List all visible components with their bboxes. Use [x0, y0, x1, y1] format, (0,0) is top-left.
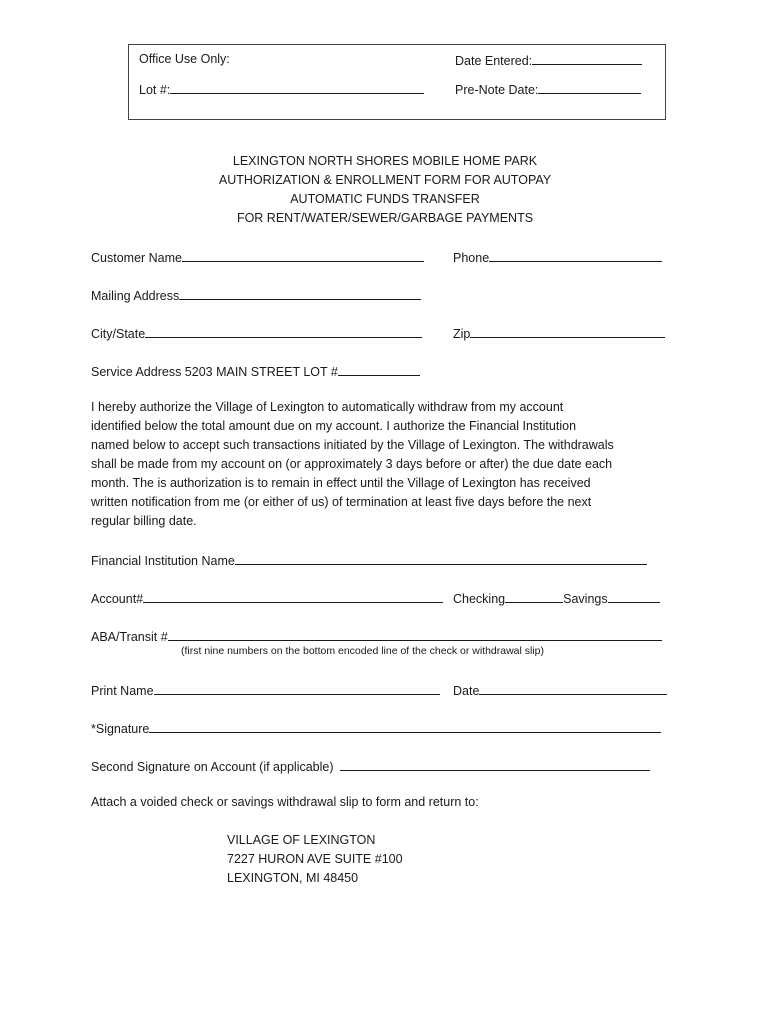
phone-row	[453, 248, 662, 266]
phone-label: Phone	[453, 251, 490, 265]
authorization-line: month. The is authorization is to remain in effect until the Village of Lexington has received	[91, 476, 591, 490]
mailing-address-row	[91, 286, 421, 304]
second-signature-label: Second Signature on Account (if applicable)	[91, 760, 334, 774]
authorization-line: identified below the total amount due on my account. I authorize the Financial Institution	[91, 419, 577, 433]
zip-field[interactable]	[470, 324, 665, 338]
pre-note-row	[455, 80, 641, 98]
authorization-line: regular billing date.	[91, 514, 197, 528]
account-type-row	[453, 589, 660, 607]
mailing-address-label: Mailing Address	[91, 289, 180, 303]
second-signature-row	[91, 757, 650, 775]
aba-transit-row	[91, 627, 662, 645]
print-name-row	[91, 681, 440, 699]
aba-transit-label: ABA/Transit #	[91, 630, 168, 644]
city-state-row	[91, 324, 422, 342]
second-signature-field[interactable]	[340, 757, 650, 771]
customer-name-row	[91, 248, 424, 266]
signature-row	[91, 719, 661, 737]
title-line: AUTOMATIC FUNDS TRANSFER	[290, 192, 480, 206]
aba-hint: (first nine numbers on the bottom encoded line of the check or withdrawal slip)	[181, 645, 545, 657]
office-use-label: Office Use Only:	[139, 52, 230, 66]
return-instruction: Attach a voided check or savings withdrawal slip to form and return to:	[91, 795, 479, 809]
savings-field[interactable]	[608, 589, 660, 603]
print-name-field[interactable]	[154, 681, 440, 695]
savings-label: Savings	[563, 592, 608, 606]
account-label: Account#	[91, 592, 144, 606]
account-row	[91, 589, 443, 607]
print-name-label: Print Name	[91, 684, 154, 698]
pre-note-blank[interactable]	[538, 80, 641, 94]
financial-institution-label: Financial Institution Name	[91, 554, 235, 568]
return-address	[227, 831, 403, 888]
mailing-address-field[interactable]	[179, 286, 421, 300]
address-line: 7227 HURON AVE SUITE #100	[227, 852, 403, 866]
date-label: Date	[453, 684, 480, 698]
signature-label: *Signature	[91, 722, 150, 736]
address-line: VILLAGE OF LEXINGTON	[227, 833, 376, 847]
checking-field[interactable]	[505, 589, 563, 603]
form-title	[0, 152, 770, 228]
date-entered-blank[interactable]	[532, 51, 642, 65]
financial-institution-field[interactable]	[235, 551, 647, 565]
authorization-line: named below to accept such transactions initiated by the Village of Lexington. The withdrawals	[91, 438, 614, 452]
customer-name-label: Customer Name	[91, 251, 182, 265]
pre-note-label: Pre-Note Date:	[455, 83, 539, 97]
date-row	[453, 681, 667, 699]
title-line: LEXINGTON NORTH SHORES MOBILE HOME PARK	[232, 154, 538, 168]
date-entered-label: Date Entered:	[455, 54, 533, 68]
lot-label: Lot #:	[139, 83, 171, 97]
authorization-line: I hereby authorize the Village of Lexington to automatically withdraw from my account	[91, 400, 564, 414]
authorization-paragraph	[91, 398, 681, 531]
financial-institution-row	[91, 551, 647, 569]
customer-name-field[interactable]	[182, 248, 424, 262]
lot-blank[interactable]	[170, 80, 424, 94]
date-entered-row	[455, 51, 642, 69]
authorization-line: shall be made from my account on (or approximately 3 days before or after) the due date each	[91, 457, 613, 471]
account-field[interactable]	[143, 589, 443, 603]
phone-field[interactable]	[489, 248, 662, 262]
service-address-row	[91, 362, 420, 380]
address-line: LEXINGTON, MI 48450	[227, 871, 359, 885]
city-state-field[interactable]	[145, 324, 422, 338]
aba-transit-field[interactable]	[168, 627, 662, 641]
service-address-label: Service Address 5203 MAIN STREET LOT #	[91, 365, 338, 379]
date-field[interactable]	[479, 681, 667, 695]
lot-row	[139, 80, 424, 98]
city-state-label: City/State	[91, 327, 146, 341]
title-line: AUTHORIZATION & ENROLLMENT FORM FOR AUTOPAY	[218, 173, 552, 187]
service-lot-field[interactable]	[338, 362, 420, 376]
zip-row	[453, 324, 665, 342]
checking-label: Checking	[453, 592, 506, 606]
zip-label: Zip	[453, 327, 471, 341]
authorization-line: written notification from me (or either of us) of termination at least five days before the next	[91, 495, 592, 509]
signature-field[interactable]	[149, 719, 661, 733]
title-line: FOR RENT/WATER/SEWER/GARBAGE PAYMENTS	[236, 211, 534, 225]
